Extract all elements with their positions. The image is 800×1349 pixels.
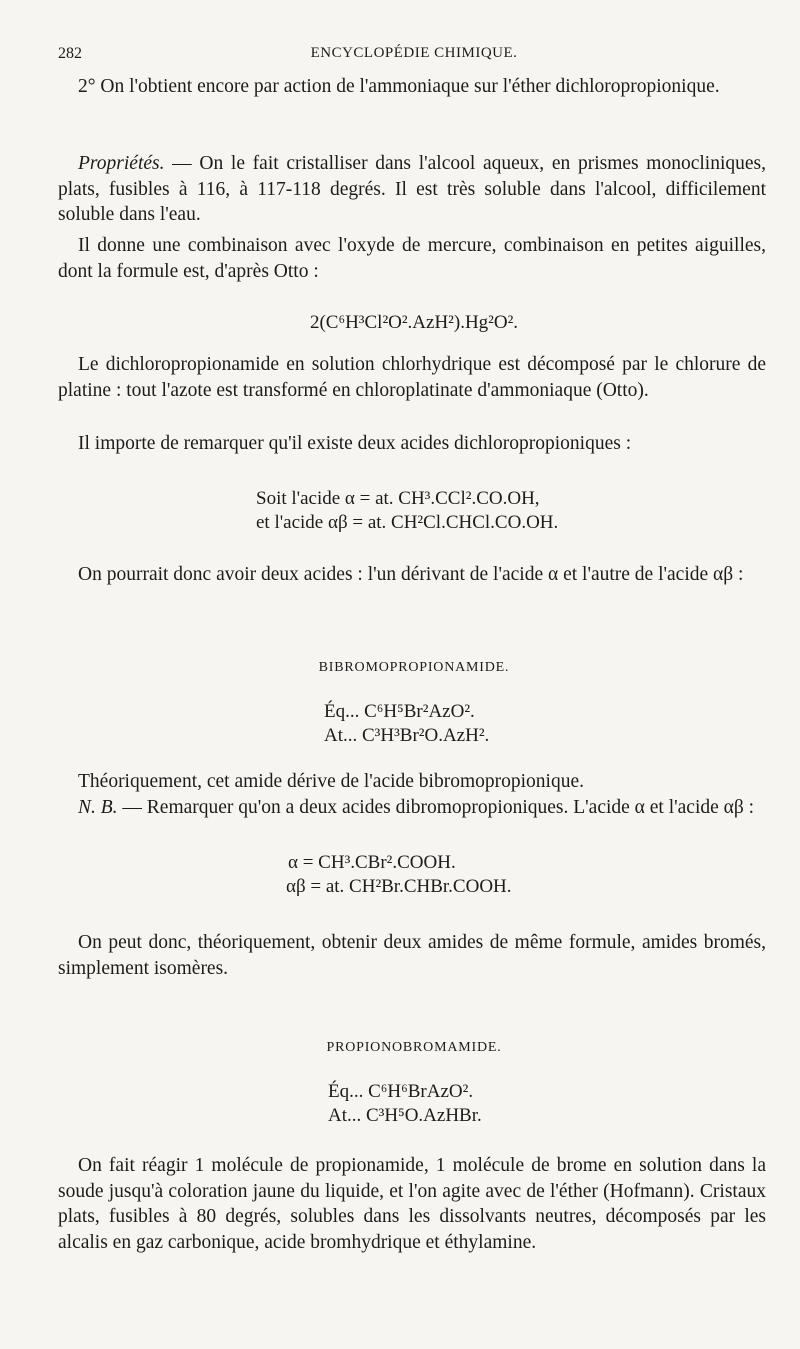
paragraph-two-acids: Il importe de remarquer qu'il existe deux acides dichloropropioniques : [78,433,632,454]
acid-alpha-bromo: α = CH³.CBr².COOH. [288,852,456,873]
paragraph-preparation-2: 2° On l'obtient encore par action de l'ammoniaque sur l'éther dichloropropionique. [78,76,720,97]
formula-eq-2: Éq... C⁶H⁶BrAzO². [328,1081,474,1102]
formula-at: At... C³H³Br²O.AzH². [324,725,490,746]
acid-alpha: Soit l'acide α = at. CH³.CCl².CO.OH, [256,488,540,509]
running-head: ENCYCLOPÉDIE CHIMIQUE. [310,45,518,61]
paragraph-nota-bene [58,795,766,821]
paragraph-two-derived: On pourrait donc avoir deux acides : l'un dérivant de l'acide α et l'autre de l'acide αβ : [78,564,744,585]
formula-eq: Éq... C⁶H⁵Br²AzO². [324,701,475,722]
section-title-bibromopropionamide: BIBROMOPROPIONAMIDE. [318,660,510,675]
paragraph-isomers: On peut donc, théoriquement, obtenir deux amides de même formule, amides bromés, simplement isomères. [58,932,766,979]
acids-dibromo [286,851,512,899]
nb-label: N. B. [78,797,118,818]
section-title-propionobromamide: PROPIONOBROMAMIDE. [326,1040,502,1055]
formulas-propionobromamide [328,1080,482,1128]
page-header [58,45,770,65]
paragraph-theoretically: Théoriquement, cet amide dérive de l'acide bibromopropionique. [78,771,585,792]
paragraph-properties [58,151,766,228]
nb-text: — Remarquer qu'on a deux acides dibromopropioniques. L'acide α et l'acide αβ : [117,797,755,818]
paragraph-hofmann: On fait réagir 1 molécule de propionamide, 1 molécule de brome en solution dans la soude jusqu'à coloration jaune du liquide, et l'on agite avec de l'éther (Hofmann). Cristaux plats, fusibles à 80 degrés, solubles dans les dissolvants neutres, décomposés par les alcalis en gaz carbonique, acide bromhydrique et éthylamine. [58,1155,766,1253]
properties-text: — On le fait cristalliser dans l'alcool aqueux, en prismes monocliniques, plats, fusibles à 116, à 117-118 degrés. Il est très soluble dans l'alcool, difficilement soluble dans l'eau. [58,153,766,226]
acid-alpha-beta: et l'acide αβ = at. CH²Cl.CHCl.CO.OH. [256,512,559,533]
formula-mercury: 2(C⁶H³Cl²O².AzH²).Hg²O². [309,312,519,333]
acid-alpha-beta-bromo: αβ = at. CH²Br.CHBr.COOH. [286,876,512,897]
page-number: 282 [58,45,82,62]
properties-label: Propriétés. [78,153,165,174]
paragraph-platinum: Le dichloropropionamide en solution chlorhydrique est décomposé par le chlorure de platine : tout l'azote est transformé en chloroplatinate d'ammoniaque (Otto). [58,354,766,401]
formulas-bibromopropionamide [324,700,489,748]
paragraph-mercury-combination: Il donne une combinaison avec l'oxyde de mercure, combinaison en petites aiguilles, dont la formule est, d'après Otto : [58,235,766,282]
acids-dichloro [256,487,558,535]
formula-at-2: At... C³H⁵O.AzHBr. [328,1105,482,1126]
